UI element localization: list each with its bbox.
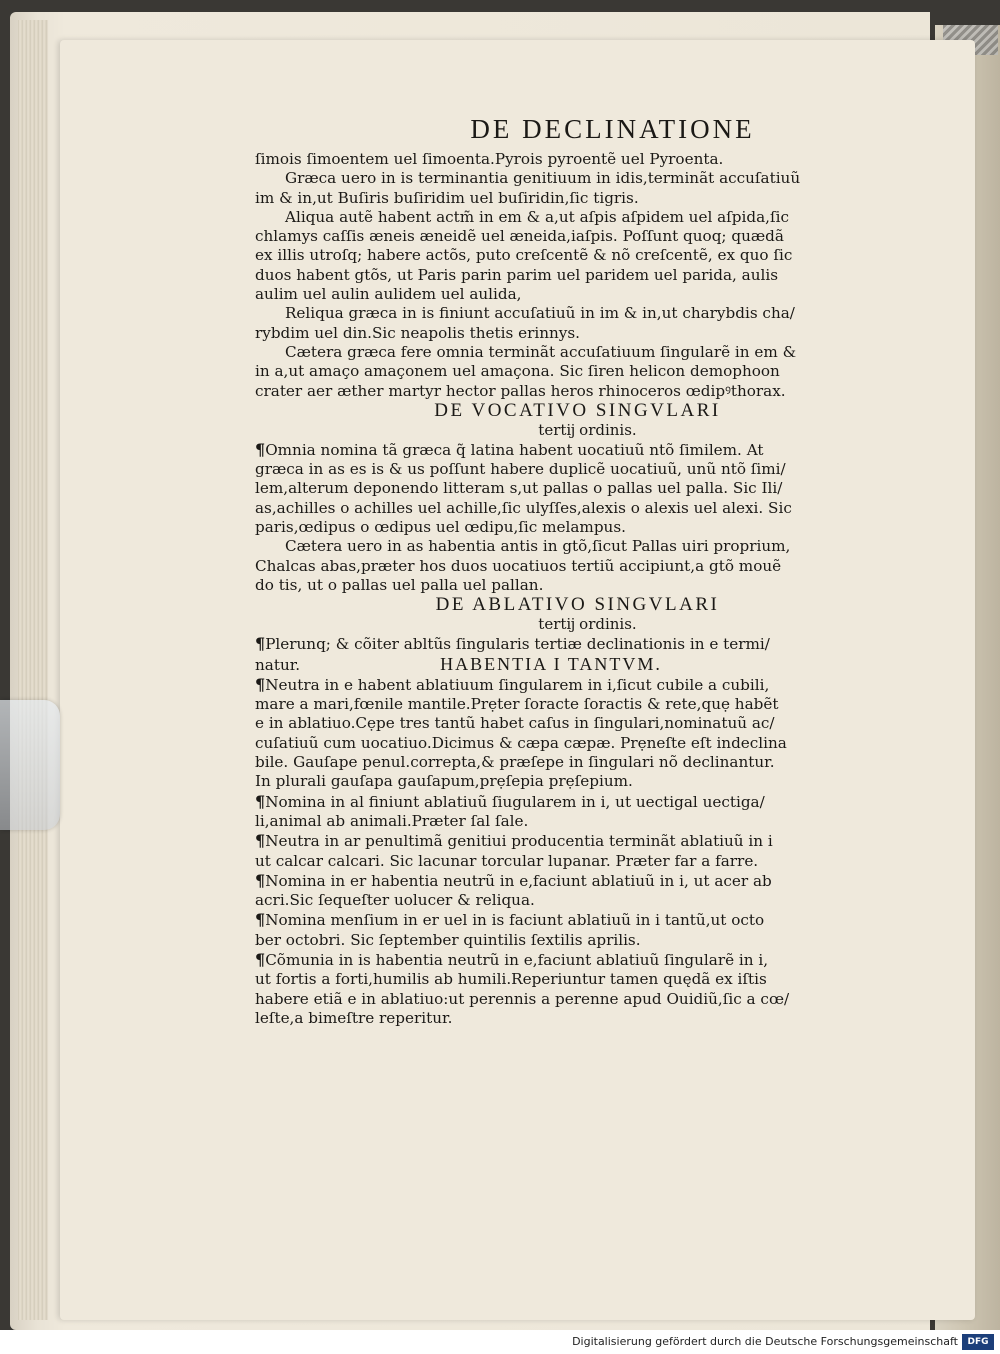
- text-line: Reliqua græca in is finiunt accuſatiuũ in im & in,ut charybdis cha/: [285, 304, 795, 323]
- text-line-content: Nomina in al finiunt ablatiuũ ſiugularem in i, ut uectigal uectiga/: [265, 792, 765, 811]
- text-line: Græca uero in is terminantia genitiuum in idis,terminãt accuſatiuũ: [285, 169, 801, 188]
- text-line: græca in as es is & us poſſunt habere duplicẽ uocatiuũ, unũ ntõ ſimi/: [255, 460, 786, 479]
- text-line: duos habent gtõs, ut Paris parin parim uel paridem uel parida, aulis: [255, 265, 779, 284]
- text-line: bile. Gauſape penul.correpta,& præſepe in ſingulari nõ declinantur.: [255, 753, 775, 772]
- section-title-vocative: DE VOCATIVO SINGVLARI: [434, 399, 721, 421]
- text-line: ut fortis a forti,humilis ab humili.Reperiuntur tamen quędã ex iſtis: [255, 970, 767, 989]
- section-subtitle-vocative: tertĳ ordinis.: [538, 420, 637, 439]
- paragraph-mark-icon: ¶: [255, 674, 266, 694]
- text-line: cuſatiuũ cum uocatiuo.Dicimus & cæpa cæpæ. Prẹneſte eſt indeclina: [255, 733, 787, 752]
- text-line-content: Cõmunia in is habentia neutrũ in e,faciunt ablatiuũ ſingularẽ in i,: [265, 950, 769, 969]
- text-line: rybdim uel din.Sic neapolis thetis erinnys.: [255, 323, 580, 342]
- text-line: [255, 792, 900, 812]
- text-line-content: Nomina menſium in er uel in is faciunt ablatiuũ in i tantũ,ut octo: [265, 911, 765, 930]
- paragraph-mark-icon: ¶: [255, 870, 266, 890]
- text-line: leſte,a bimeſtre reperitur.: [255, 1008, 453, 1027]
- footer-bar: [0, 1330, 1000, 1354]
- text-line: ſimois ſimoentem uel ſimoenta.Pyrois pyroentẽ uel Pyroenta.: [255, 150, 724, 168]
- text-line: ex illis utroſq; habere actõs, puto creſcentẽ & nõ creſcentẽ, ex quo ſic: [255, 246, 793, 265]
- text-line: as,achilles o achilles uel achille,ſic ulyſſes,alexis o alexis uel alexi. Sic: [255, 498, 792, 517]
- section-subtitle-ablative: tertĳ ordinis.: [538, 615, 637, 634]
- page-text: [255, 112, 900, 1028]
- text-line: do tis, ut o pallas uel palla uel pallan.: [255, 575, 544, 594]
- text-line: Cætera græca fere omnia terminãt accuſatiuum ſingularẽ in em &: [285, 342, 797, 361]
- text-line: [255, 871, 900, 891]
- page-holder-clip: [0, 700, 60, 830]
- text-line: [255, 675, 900, 695]
- text-line: [255, 910, 900, 930]
- text-line: habere etiã e in ablatiuo:ut perennis a perenne apud Ouidiũ,ſic a cœ/: [255, 989, 790, 1008]
- text-line: [255, 655, 900, 675]
- text-line: aulim uel aulin aulidem uel aulida,: [255, 285, 522, 304]
- text-line-content: natur.: [255, 655, 301, 674]
- paragraph-mark-icon: ¶: [255, 634, 266, 654]
- text-line-content: Plerunq; & cõiter abltũs ſingularis tertiæ declinationis in e termi/: [265, 635, 770, 654]
- paragraph-group-mid: [255, 440, 900, 595]
- text-line: e in ablatiuo.Cẹpe tres tantũ habet caſus in ſingulari,nominatuũ ac/: [255, 714, 775, 733]
- dfg-logo-icon: DFG: [962, 1334, 994, 1350]
- text-line: mare a mari,fœnile mantile.Prẹter ſoracte ſoractis & rete,quẹ habẽt: [255, 695, 779, 714]
- text-line: chlamys caſſis æneis æneidẽ uel æneida,iaſpis. Poſſunt quoq; quædã: [255, 227, 784, 246]
- text-line: Chalcas abas,præter hos duos uocatiuos tertiũ accipiunt,a gtõ mouẽ: [255, 556, 782, 575]
- funding-credit: Digitalisierung gefördert durch die Deutsche Forschungsgemeinschaft: [572, 1335, 958, 1348]
- text-line: ut calcar calcari. Sic lacunar torcular lupanar. Præter far a farre.: [255, 851, 759, 870]
- text-line: In plurali gauſapa gauſapum,prẹſepia prẹſepium.: [255, 772, 633, 791]
- text-line-content: Neutra in e habent ablatiuum ſingularem in i,ſicut cubile a cubili,: [265, 675, 770, 694]
- text-line: lem,alterum deponendo litteram s,ut pallas o pallas uel palla. Sic Ili/: [255, 479, 783, 498]
- text-line: Cætera uero in as habentia antis in gtõ,ſicut Pallas uiri proprium,: [285, 537, 791, 556]
- section-title-ablative: DE ABLATIVO SINGVLARI: [435, 594, 720, 616]
- paragraph-mark-icon: ¶: [255, 791, 266, 811]
- text-line-content: Omnia nomina tã græca q̃ latina habent uocatiuũ ntõ ſimilem. At: [265, 440, 764, 459]
- paragraph-mark-icon: ¶: [255, 831, 266, 851]
- text-line-content: Nomina in er habentia neutrũ in e,faciunt ablatiuũ in i, ut acer ab: [265, 871, 772, 890]
- paragraph-mark-icon: ¶: [255, 949, 266, 969]
- text-line: acri.Sic ſequeſter uolucer & reliqua.: [255, 891, 535, 910]
- text-line: [255, 950, 900, 970]
- subsection-title-habentia: HABENTIA I TANTVM.: [440, 654, 662, 674]
- text-line: li,animal ab animali.Præter ſal ſale.: [255, 811, 529, 830]
- paragraph-mark-icon: ¶: [255, 439, 266, 459]
- text-line: [255, 634, 900, 654]
- page-heading: DE DECLINATIONE: [470, 114, 755, 144]
- text-line: Aliqua autẽ habent actm̃ in em & a,ut aſpis aſpidem uel aſpida,ſic: [285, 207, 789, 226]
- paragraph-group-top: [255, 150, 900, 401]
- text-line: im & in,ut Buſiris buſiridim uel buſiridin,ſic tigris.: [255, 188, 639, 207]
- text-line-content: Neutra in ar penultimã genitiui producentia terminãt ablatiuũ in i: [265, 832, 773, 851]
- text-line: ber octobri. Sic ſeptember quintilis ſextilis aprilis.: [255, 930, 641, 949]
- paragraph-group-bottom: [255, 634, 900, 1028]
- text-line: paris,œdipus o œdipus uel œdipu,ſic melampus.: [255, 518, 626, 537]
- text-line: [255, 831, 900, 851]
- text-line: in a,ut amaço amaçonem uel amaçona. Sic ſiren helicon demophoon: [255, 362, 780, 381]
- paragraph-mark-icon: ¶: [255, 910, 266, 930]
- text-line: crater aer æther martyr hector pallas heros rhinoceros œdipꝰthorax.: [255, 381, 786, 400]
- text-line: [255, 440, 900, 460]
